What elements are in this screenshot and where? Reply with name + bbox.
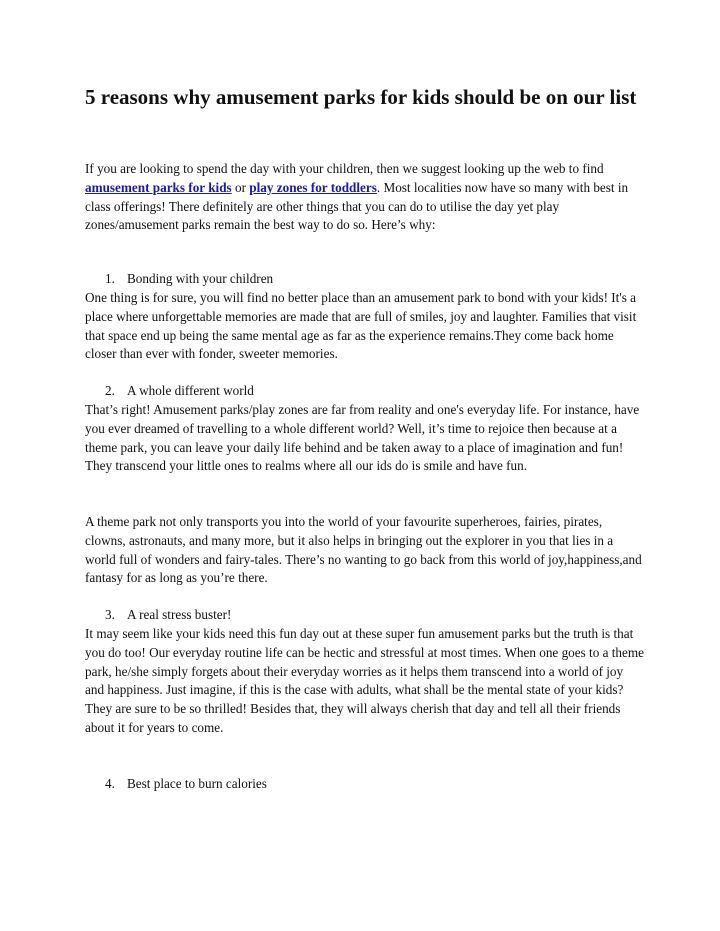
list-heading: A whole different world	[127, 383, 254, 398]
play-zones-link[interactable]: play zones for toddlers	[249, 179, 377, 195]
list-heading: Bonding with your children	[127, 271, 274, 286]
list-heading: A real stress buster!	[127, 607, 232, 622]
list-number: 4.	[105, 776, 115, 791]
page-title: 5 reasons why amusement parks for kids should be on our list	[85, 85, 637, 109]
list-item-1	[105, 270, 273, 289]
list-number: 2.	[105, 383, 115, 398]
intro-text-mid: or	[231, 179, 250, 195]
intro-paragraph	[85, 160, 645, 235]
list-number: 3.	[105, 607, 115, 622]
intro-text-after: . Most localities now have so many with best in class offerings! There definitely are other things that you can do to utilise the day yet play zones/amusement parks remain the best way to do so. Here’s why:	[85, 179, 629, 233]
list-heading: Best place to burn calories	[127, 776, 267, 791]
list-item-3	[105, 606, 231, 625]
section-2-paragraph-1: That’s right! Amusement parks/play zones are far from reality and one's everyday life. For instance, have you ever dreamed of travelling to a whole different world? Well, it’s time to rejoice then because at a theme park, you can leave your daily life behind and be taken away to a place of imagination and fun! They transcend your little ones to realms where all our ids do is smile and have fun.	[85, 402, 640, 474]
list-number: 1.	[105, 271, 115, 286]
section-3-paragraph: It may seem like your kids need this fun day out at these super fun amusement parks but the truth is that you do too! Our everyday routine life can be hectic and stressful at most times. When one goes to a theme park, he/she simply forgets about their everyday worries as it helps them transcend into a world of joy and happiness. Just imagine, if this is the case with adults, what shall be the mental state of your kids? They are sure to be so thrilled! Besides that, they will always cherish that day and tell all their friends about it for years to come.	[85, 626, 644, 735]
section-2-paragraph-2: A theme park not only transports you into the world of your favourite superheroes, fairies, pirates, clowns, astronauts, and many more, but it also helps in bringing out the explorer in you that lies in a world full of wonders and fairy-tales. There’s no wanting to go back from this world of joy,happiness,and fantasy for as long as you’re there.	[85, 514, 642, 586]
intro-text-before: If you are looking to spend the day with your children, then we suggest looking up the web to find	[85, 161, 604, 176]
list-item-2	[105, 382, 254, 401]
amusement-parks-link[interactable]: amusement parks for kids	[85, 179, 232, 195]
list-item-4	[105, 775, 267, 794]
section-1-paragraph: One thing is for sure, you will find no better place than an amusement park to bond with your kids! It's a place where unforgettable memories are made that are full of smiles, joy and laughter. Families that visit that space end up being the same mental age as far as the experience remains.They come back home closer than ever with fonder, sweeter memories.	[85, 290, 637, 362]
